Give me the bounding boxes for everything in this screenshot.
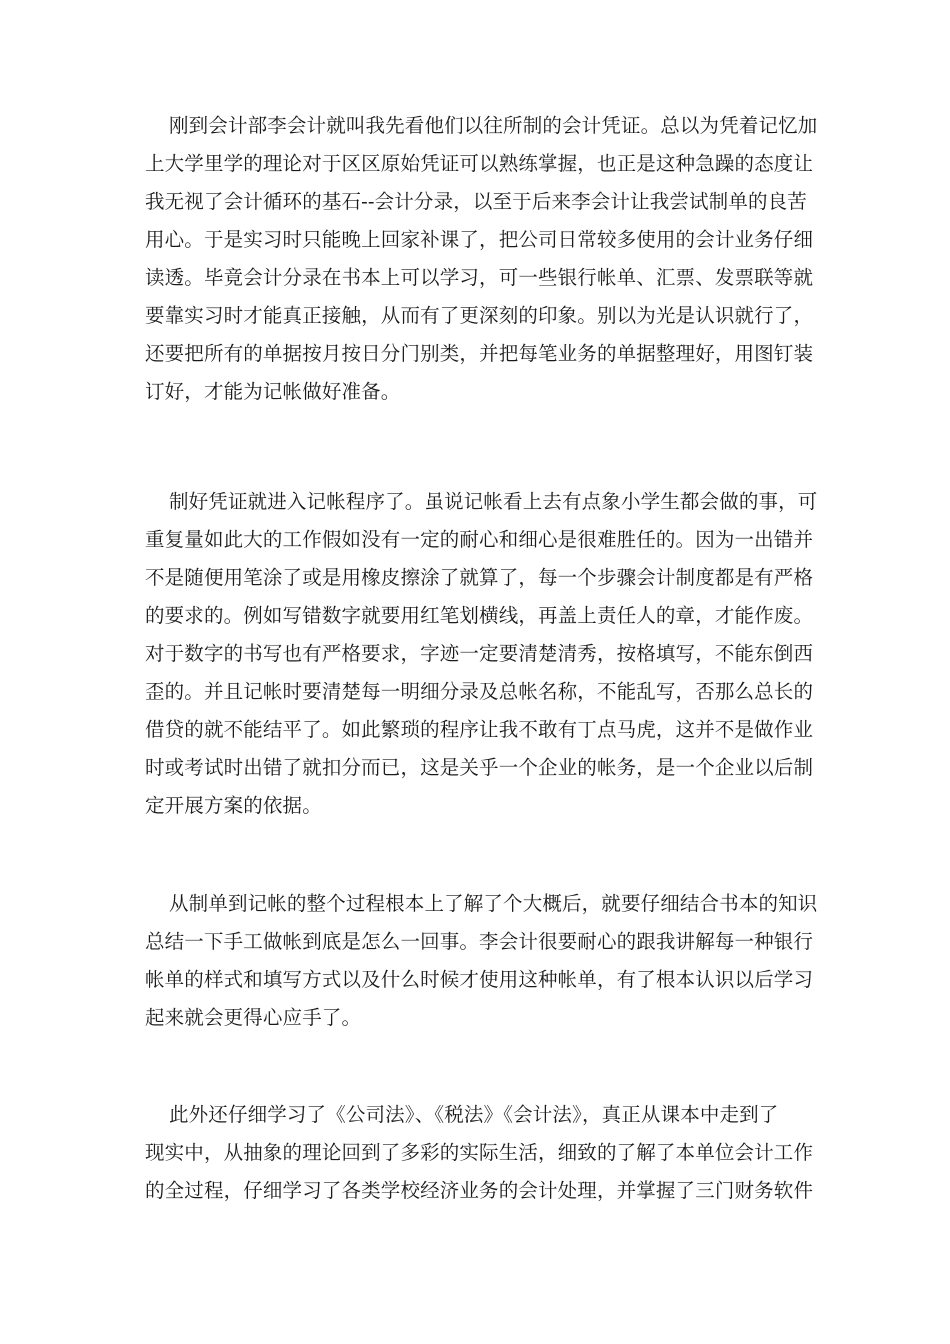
text-line: 歪的。并且记帐时要清楚每一明细分录及总帐名称，不能乱写，否那么总长的 bbox=[145, 680, 814, 703]
paragraph-voucher-study bbox=[145, 107, 818, 411]
text-line: 我无视了会计循环的基石--会计分录，以至于后来李会计让我尝试制单的良苦 bbox=[145, 190, 807, 213]
text-line: 刚到会计部李会计就叫我先看他们以往所制的会计凭证。总以为凭着记忆加 bbox=[169, 114, 818, 137]
text-line: 重复量如此大的工作假如没有一定的耐心和细心是很难胜任的。因为一出错并 bbox=[145, 528, 814, 551]
text-line: 时或考试时出错了就扣分而已，这是关乎一个企业的帐务，是一个企业以后制 bbox=[145, 756, 814, 779]
text-line: 用心。于是实习时只能晚上回家补课了，把公司日常较多使用的会计业务仔细 bbox=[145, 228, 814, 251]
text-line: 上大学里学的理论对于区区原始凭证可以熟练掌握，也正是这种急躁的态度让 bbox=[145, 152, 814, 175]
text-line: 总结一下手工做帐到底是怎么一回事。李会计很要耐心的跟我讲解每一种银行 bbox=[145, 930, 814, 953]
text-line: 对于数字的书写也有严格要求，字迹一定要清楚清秀，按格填写，不能东倒西 bbox=[145, 642, 814, 665]
text-line: 从制单到记帐的整个过程根本上了解了个大概后，就要仔细结合书本的知识 bbox=[169, 892, 818, 915]
text-line: 不是随便用笔涂了或是用橡皮擦涂了就算了，每一个步骤会计制度都是有严格 bbox=[145, 566, 814, 589]
text-line: 借贷的就不能结平了。如此繁琐的程序让我不敢有丁点马虎，这并不是做作业 bbox=[145, 718, 814, 741]
text-line: 订好，才能为记帐做好准备。 bbox=[145, 380, 401, 403]
text-line: 定开展方案的依据。 bbox=[145, 794, 322, 817]
text-line: 的要求的。例如写错数字就要用红笔划横线，再盖上责任人的章，才能作废。 bbox=[145, 604, 814, 627]
paragraph-manual-accounting bbox=[145, 885, 818, 1037]
text-line: 要靠实习时才能真正接触，从而有了更深刻的印象。别以为光是认识就行了， bbox=[145, 304, 814, 327]
paragraph-laws-study bbox=[145, 1096, 814, 1210]
text-line: 现实中，从抽象的理论回到了多彩的实际生活，细致的了解了本单位会计工作 bbox=[145, 1141, 814, 1164]
text-line: 制好凭证就进入记帐程序了。虽说记帐看上去有点象小学生都会做的事，可 bbox=[169, 490, 818, 513]
text-line: 此外还仔细学习了《公司法》、《税法》《会计法》，真正从课本中走到了 bbox=[169, 1103, 779, 1126]
text-line: 还要把所有的单据按月按日分门别类，并把每笔业务的单据整理好，用图钉装 bbox=[145, 342, 814, 365]
text-line: 读透。毕竟会计分录在书本上可以学习，可一些银行帐单、汇票、发票联等就 bbox=[145, 266, 814, 289]
paragraph-bookkeeping bbox=[145, 483, 818, 825]
text-line: 起来就会更得心应手了。 bbox=[145, 1006, 362, 1029]
text-line: 的全过程，仔细学习了各类学校经济业务的会计处理，并掌握了三门财务软件 bbox=[145, 1179, 814, 1202]
text-line: 帐单的样式和填写方式以及什么时候才使用这种帐单，有了根本认识以后学习 bbox=[145, 968, 814, 991]
